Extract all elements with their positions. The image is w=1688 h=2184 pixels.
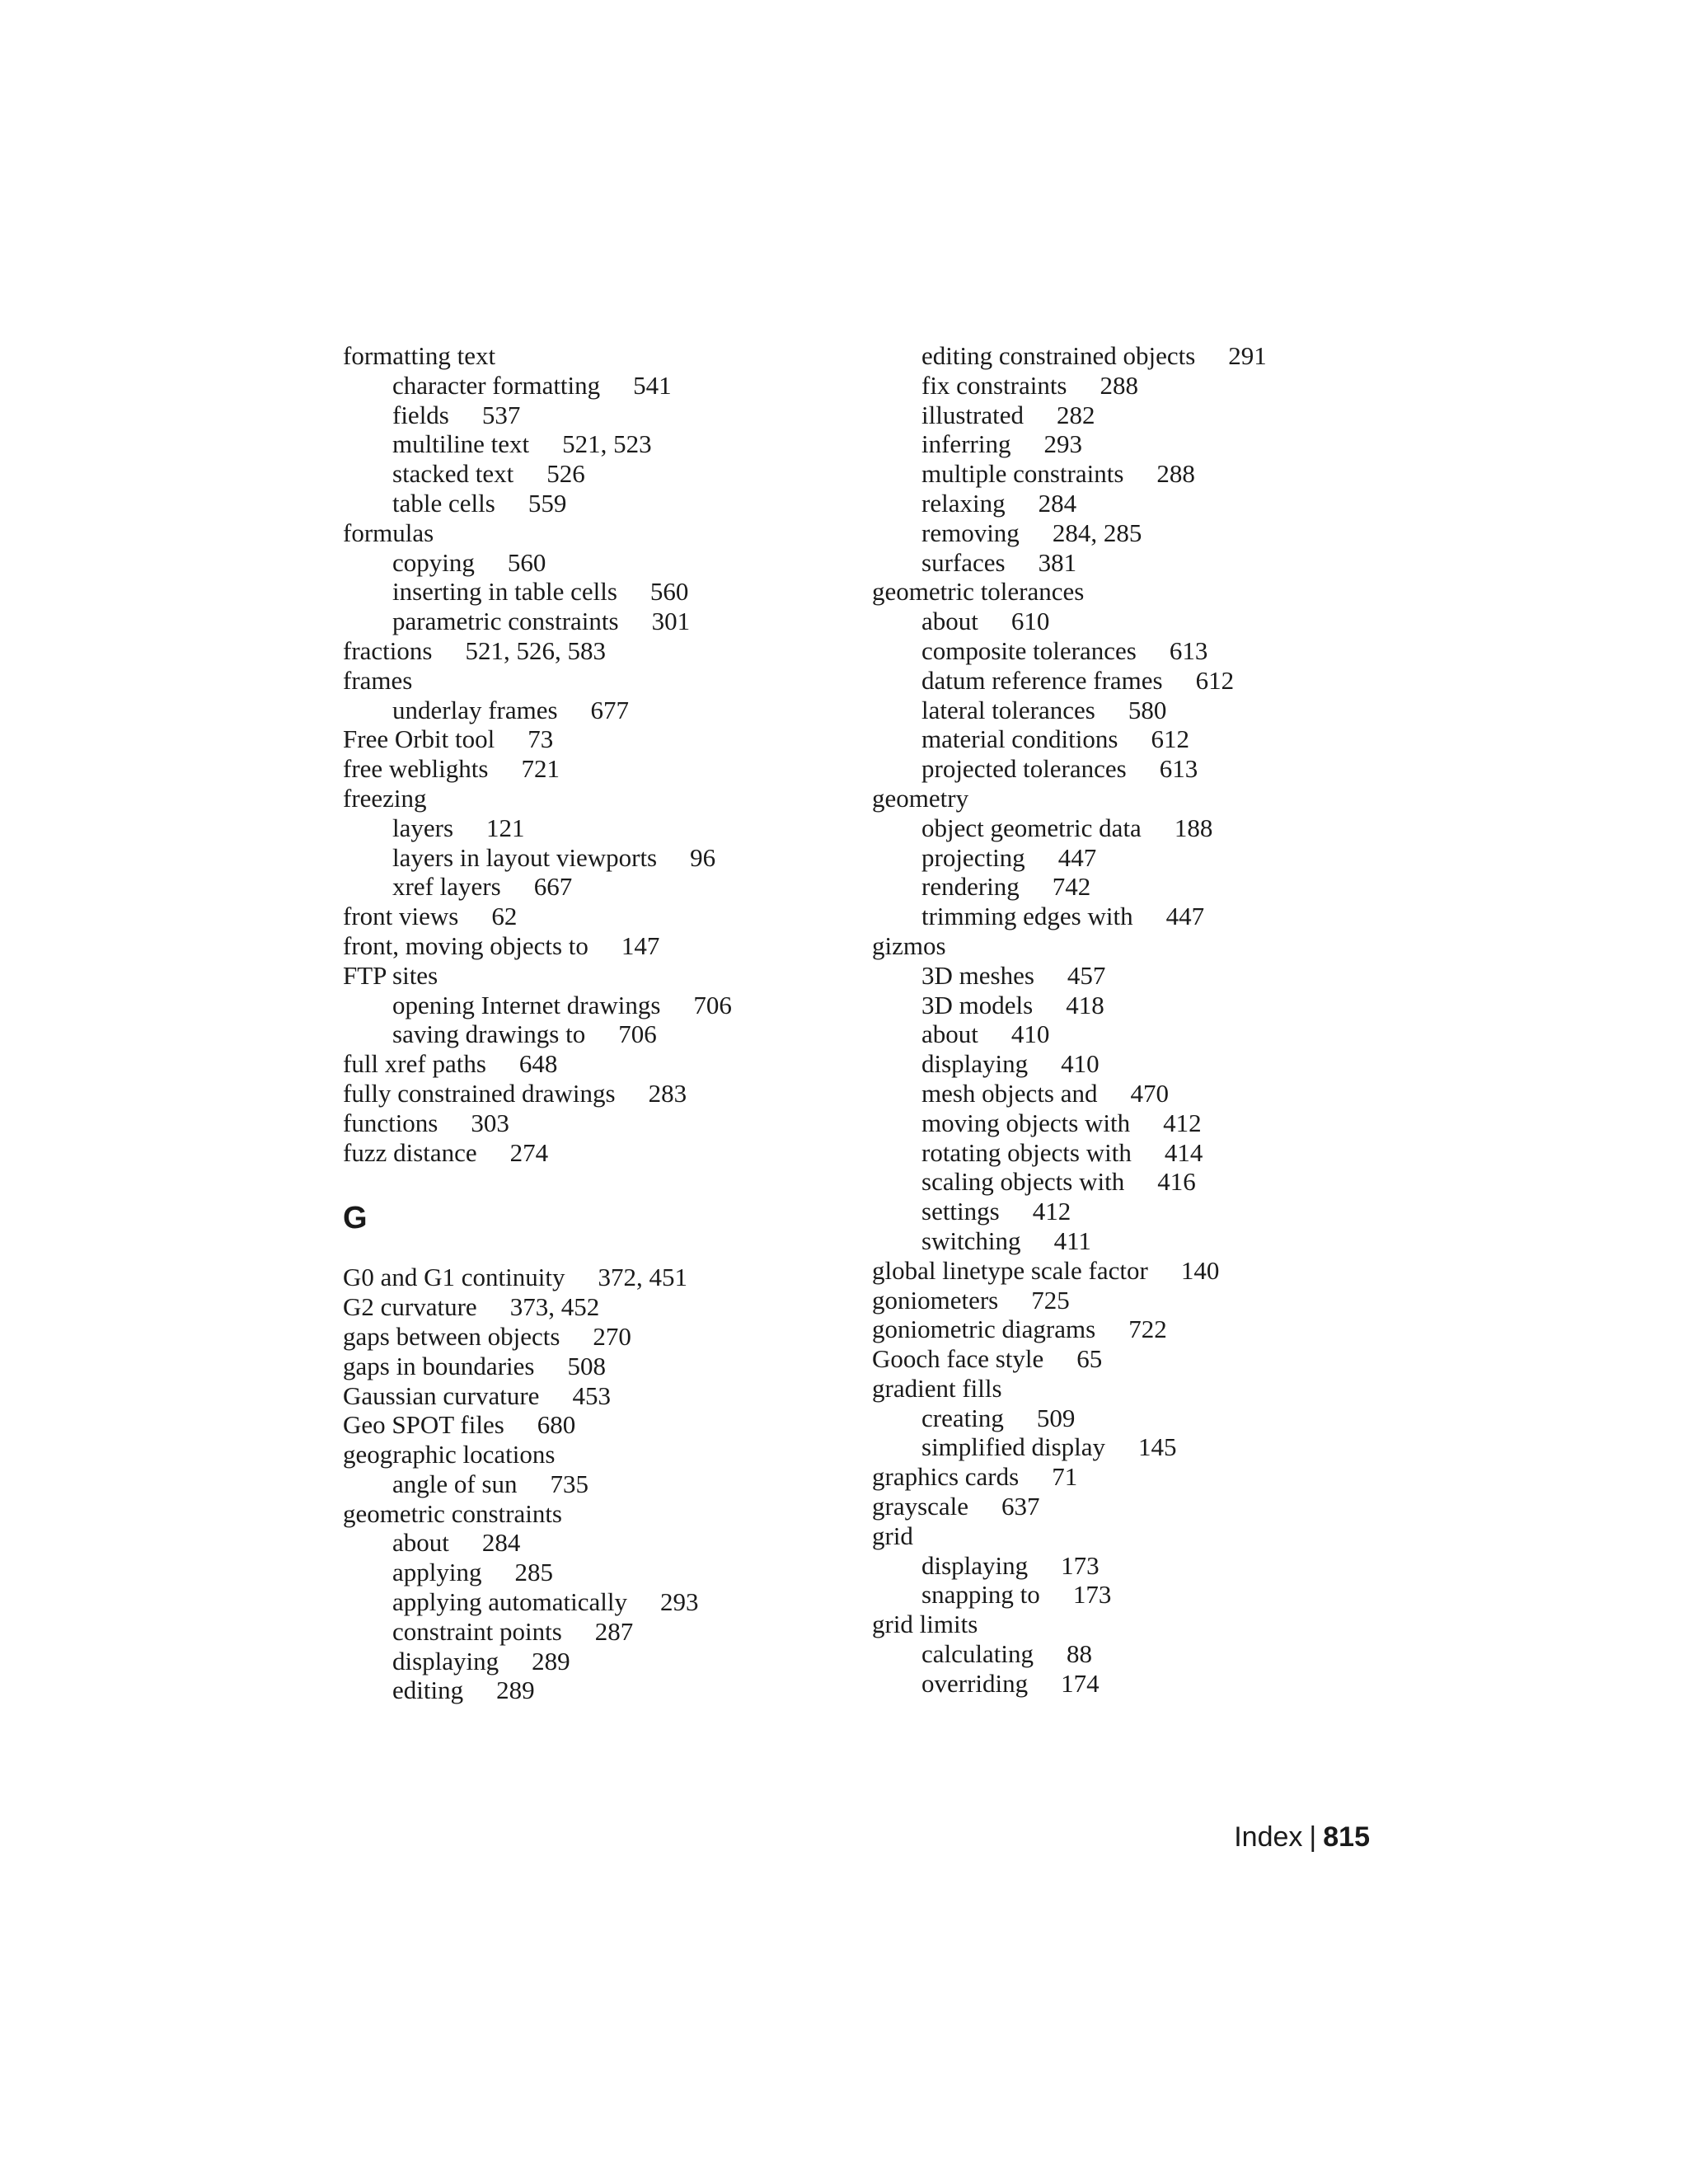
index-term: full xref paths (343, 1049, 486, 1079)
index-term: functions (343, 1108, 438, 1137)
index-subentry (872, 961, 1383, 991)
index-subentry (872, 1079, 1383, 1108)
index-subentry (872, 1167, 1383, 1197)
index-term: fix constraints (921, 370, 1067, 400)
index-term: xref layers (392, 872, 501, 902)
index-subentry (872, 1580, 1383, 1610)
index-term: rendering (921, 872, 1020, 902)
index-term: gizmos (872, 930, 946, 960)
index-entry (872, 1286, 1383, 1315)
index-subentry (872, 902, 1383, 931)
index-subentry (343, 459, 854, 489)
index-term: frames (343, 665, 413, 695)
index-page-refs: 372, 451 (598, 1263, 687, 1292)
index-page-refs: 303 (471, 1108, 509, 1137)
index-letter-heading: G (343, 1201, 368, 1236)
index-page-refs: 288 (1100, 370, 1138, 400)
index-term: lateral tolerances (921, 695, 1095, 724)
index-entry (343, 961, 854, 991)
index-subentry (343, 1469, 854, 1499)
index-term: Geo SPOT files (343, 1410, 504, 1440)
index-entry (872, 1256, 1383, 1286)
index-page-refs: 71 (1052, 1462, 1078, 1492)
index-page-refs: 285 (514, 1558, 553, 1587)
index-term: about (921, 607, 978, 636)
index-term: FTP sites (343, 960, 438, 990)
index-subentry (343, 1587, 854, 1617)
index-page-refs: 742 (1052, 872, 1091, 902)
index-page-refs: 418 (1066, 990, 1104, 1019)
index-subentry (872, 401, 1383, 430)
index-subentry (343, 1558, 854, 1587)
index-term: copying (392, 547, 475, 577)
index-entry (343, 902, 854, 931)
index-entry (343, 1352, 854, 1381)
index-entry (872, 577, 1383, 607)
footer-section-label: Index (1234, 1821, 1303, 1853)
index-subentry (872, 1138, 1383, 1168)
index-term: goniometers (872, 1285, 999, 1315)
index-term: Gaussian curvature (343, 1380, 540, 1410)
index-page-refs: 725 (1031, 1285, 1070, 1315)
index-term: illustrated (921, 400, 1024, 429)
index-page-refs: 508 (567, 1351, 606, 1380)
index-page-refs: 447 (1057, 842, 1097, 872)
index-page-refs: 174 (1061, 1668, 1100, 1698)
index-page-refs: 284, 285 (1052, 518, 1142, 547)
index-page-refs: 288 (1156, 459, 1195, 489)
index-term: front, moving objects to (343, 930, 588, 960)
index-entry (872, 931, 1383, 961)
index-term: table cells (392, 488, 495, 518)
index-page-refs: 381 (1038, 547, 1077, 577)
index-subentry (872, 1019, 1383, 1049)
index-page-refs: 521, 526, 583 (465, 635, 606, 665)
index-page-refs: 580 (1128, 695, 1167, 724)
index-term: displaying (392, 1646, 499, 1675)
index-term: front views (343, 902, 459, 931)
index-page-refs: 65 (1076, 1344, 1103, 1374)
index-entry (872, 784, 1383, 813)
index-page-refs: 301 (651, 607, 691, 636)
index-page-refs: 613 (1159, 754, 1198, 784)
index-term: removing (921, 518, 1020, 547)
index-term: 3D models (921, 990, 1034, 1019)
index-page-refs: 722 (1128, 1315, 1167, 1344)
index-entry (872, 1521, 1383, 1551)
index-term: gaps between objects (343, 1321, 560, 1351)
index-column-left (343, 341, 854, 1705)
index-page-refs: 274 (509, 1137, 549, 1167)
index-subentry (343, 1647, 854, 1676)
index-page-refs: 447 (1165, 902, 1205, 931)
index-term: global linetype scale factor (872, 1255, 1148, 1285)
index-subentry (343, 696, 854, 725)
index-term: displaying (921, 1049, 1029, 1079)
index-subentry (872, 518, 1383, 548)
index-subentry (872, 1197, 1383, 1226)
index-term: snapping to (921, 1580, 1040, 1610)
page-number: 815 (1323, 1821, 1370, 1853)
index-term: geographic locations (343, 1440, 556, 1469)
index-page-refs: 610 (1010, 607, 1050, 636)
index-subentry (872, 1669, 1383, 1699)
index-subentry (872, 429, 1383, 459)
index-term: applying (392, 1558, 482, 1587)
index-term: fields (392, 400, 449, 429)
index-term: switching (921, 1226, 1021, 1255)
index-term: surfaces (921, 547, 1006, 577)
index-page-refs: 706 (618, 1019, 657, 1049)
index-entry (872, 1610, 1383, 1639)
index-term: moving objects with (921, 1108, 1131, 1137)
index-page-refs: 270 (593, 1321, 631, 1351)
index-term: datum reference frames (921, 665, 1163, 695)
index-subentry (343, 577, 854, 607)
index-term: graphics cards (872, 1462, 1020, 1492)
index-term: Gooch face style (872, 1344, 1044, 1374)
index-entry (343, 518, 854, 548)
index-entry (343, 1440, 854, 1469)
index-subentry (343, 401, 854, 430)
index-entry (343, 931, 854, 961)
index-term: creating (921, 1403, 1004, 1432)
index-page-refs: 457 (1067, 960, 1106, 990)
index-page-refs: 287 (594, 1616, 634, 1646)
index-term: 3D meshes (921, 960, 1034, 990)
index-page-refs: 537 (481, 400, 521, 429)
index-page-refs: 680 (537, 1410, 576, 1440)
index-term: about (921, 1019, 978, 1049)
index-page-refs: 96 (690, 842, 716, 872)
index-subentry (872, 489, 1383, 518)
index-term: fully constrained drawings (343, 1078, 616, 1108)
index-page-refs: 188 (1174, 813, 1213, 842)
index-subentry (872, 607, 1383, 636)
index-page-refs: 293 (1043, 429, 1082, 459)
index-page-refs: 291 (1228, 341, 1267, 370)
index-subentry (872, 696, 1383, 725)
index-term: G0 and G1 continuity (343, 1263, 565, 1292)
index-term: about (392, 1528, 449, 1558)
index-page-refs: 282 (1056, 400, 1095, 429)
index-page-refs: 526 (546, 459, 585, 489)
index-page-refs: 521, 523 (562, 429, 652, 459)
index-page-refs: 667 (533, 872, 573, 902)
index-entry (872, 1492, 1383, 1521)
index-page-refs: 410 (1061, 1049, 1100, 1079)
index-page-refs: 453 (572, 1380, 611, 1410)
index-subentry (872, 1226, 1383, 1256)
index-term: parametric constraints (392, 607, 619, 636)
index-subentry (872, 1404, 1383, 1433)
index-page-refs: 541 (633, 370, 672, 400)
index-term: projected tolerances (921, 754, 1127, 784)
index-subentry (343, 607, 854, 636)
index-page-refs: 140 (1180, 1255, 1220, 1285)
index-page-refs: 706 (693, 990, 732, 1019)
index-subentry (872, 1432, 1383, 1462)
index-subentry (872, 1049, 1383, 1079)
index-term: freezing (343, 783, 427, 813)
index-entry (343, 1049, 854, 1079)
footer-separator: | (1309, 1821, 1317, 1853)
index-page-refs: 62 (491, 902, 518, 931)
page-footer (1234, 1821, 1370, 1854)
index-page-refs: 560 (649, 577, 689, 607)
index-page-refs: 414 (1164, 1137, 1203, 1167)
index-term: projecting (921, 842, 1025, 872)
index-subentry (872, 724, 1383, 754)
index-page-refs: 470 (1130, 1078, 1170, 1108)
index-term: formatting text (343, 341, 496, 370)
index-subentry (343, 548, 854, 578)
index-entry (343, 784, 854, 813)
index-entry (343, 1263, 854, 1292)
index-entry (343, 754, 854, 784)
index-term: mesh objects and (921, 1078, 1098, 1108)
index-term: stacked text (392, 459, 514, 489)
index-subentry (872, 1551, 1383, 1581)
index-page-refs: 637 (1001, 1492, 1040, 1521)
index-term: editing (392, 1675, 464, 1705)
index-term: constraint points (392, 1616, 562, 1646)
index-term: composite tolerances (921, 635, 1137, 665)
index-term: relaxing (921, 488, 1006, 518)
index-subentry (872, 991, 1383, 1020)
index-subentry (872, 341, 1383, 371)
index-page-refs: 613 (1169, 635, 1208, 665)
index-term: angle of sun (392, 1469, 518, 1498)
index-page-refs: 412 (1163, 1108, 1202, 1137)
index-term: G2 curvature (343, 1292, 477, 1322)
index-subentry (343, 1617, 854, 1647)
index-entry (872, 1344, 1383, 1374)
index-subentry (872, 872, 1383, 902)
index-subentry (872, 754, 1383, 784)
index-term: gaps in boundaries (343, 1351, 535, 1380)
index-term: overriding (921, 1668, 1029, 1698)
index-page-refs: 612 (1195, 665, 1235, 695)
index-term: applying automatically (392, 1587, 627, 1617)
index-subentry (343, 991, 854, 1020)
index-term: multiple constraints (921, 459, 1124, 489)
index-page-refs: 735 (550, 1469, 589, 1498)
index-page-refs: 289 (496, 1675, 535, 1705)
index-subentry (343, 872, 854, 902)
index-page-refs: 559 (528, 488, 567, 518)
index-page-refs: 173 (1072, 1580, 1112, 1610)
index-page-refs: 509 (1036, 1403, 1076, 1432)
index-subentry (872, 843, 1383, 873)
index-page-refs: 410 (1010, 1019, 1050, 1049)
index-subentry (872, 548, 1383, 578)
index-page-refs: 284 (481, 1528, 521, 1558)
index-term: gradient fills (872, 1373, 1002, 1403)
index-page-refs: 412 (1032, 1197, 1071, 1226)
index-entry (343, 636, 854, 666)
index-term: geometric tolerances (872, 577, 1085, 607)
index-page-refs: 612 (1151, 724, 1189, 754)
index-term: editing constrained objects (921, 341, 1196, 370)
index-term: saving drawings to (392, 1019, 586, 1049)
index-entry (343, 1079, 854, 1108)
index-term: opening Internet drawings (392, 990, 661, 1019)
index-term: grid (872, 1521, 913, 1550)
index-subentry (343, 813, 854, 843)
index-term: material conditions (921, 724, 1118, 754)
index-page-refs: 416 (1157, 1167, 1196, 1197)
index-term: geometry (872, 783, 969, 813)
index-page-refs: 88 (1067, 1639, 1092, 1669)
index-subentry (343, 489, 854, 518)
index-term: object geometric data (921, 813, 1142, 842)
index-subentry (872, 666, 1383, 696)
index-entry (343, 1499, 854, 1529)
index-term: fractions (343, 635, 433, 665)
index-column-right (872, 341, 1383, 1699)
index-entry (343, 724, 854, 754)
index-entry (343, 1381, 854, 1411)
index-subentry (872, 459, 1383, 489)
index-subentry (872, 636, 1383, 666)
index-term: goniometric diagrams (872, 1315, 1096, 1344)
index-entry (872, 1462, 1383, 1492)
index-term: multiline text (392, 429, 530, 459)
index-page-refs: 373, 452 (509, 1292, 600, 1322)
index-subentry (872, 1639, 1383, 1669)
index-term: free weblights (343, 754, 489, 784)
index-page-refs: 289 (532, 1646, 570, 1675)
index-entry (343, 341, 854, 371)
index-term: scaling objects with (921, 1167, 1125, 1197)
index-entry (343, 1108, 854, 1138)
index-term: Free Orbit tool (343, 724, 495, 754)
index-subentry (343, 1675, 854, 1705)
index-page-refs: 283 (648, 1078, 687, 1108)
index-term: underlay frames (392, 695, 558, 724)
index-term: inferring (921, 429, 1011, 459)
index-page-refs: 145 (1138, 1432, 1177, 1462)
index-page-refs: 284 (1038, 488, 1077, 518)
index-term: layers in layout viewports (392, 842, 658, 872)
index-subentry (872, 1108, 1383, 1138)
index-page-refs: 173 (1061, 1550, 1100, 1580)
index-subentry (872, 371, 1383, 401)
index-page-refs: 293 (659, 1587, 699, 1617)
index-page-refs: 147 (621, 930, 660, 960)
index-term: character formatting (392, 370, 601, 400)
index-page-refs: 560 (507, 547, 546, 577)
index-subentry (343, 429, 854, 459)
index-term: displaying (921, 1550, 1029, 1580)
index-page-refs: 677 (590, 695, 630, 724)
index-entry (872, 1315, 1383, 1344)
index-subentry (343, 843, 854, 873)
index-page-refs: 73 (528, 724, 554, 754)
index-term: calculating (921, 1639, 1034, 1669)
index-entry (343, 1292, 854, 1322)
index-entry (343, 1322, 854, 1352)
index-term: grayscale (872, 1492, 969, 1521)
index-term: rotating objects with (921, 1137, 1132, 1167)
index-page-refs: 121 (486, 813, 525, 842)
index-term: trimming edges with (921, 902, 1133, 931)
index-term: inserting in table cells (392, 577, 617, 607)
index-subentry (343, 1019, 854, 1049)
index-term: geometric constraints (343, 1498, 562, 1528)
index-page-refs: 648 (518, 1049, 558, 1079)
index-term: grid limits (872, 1610, 978, 1639)
index-subentry (343, 1528, 854, 1558)
index-subentry (872, 813, 1383, 843)
index-term: settings (921, 1197, 1000, 1226)
index-entry (343, 666, 854, 696)
index-term: fuzz distance (343, 1137, 477, 1167)
index-term: layers (392, 813, 454, 842)
index-entry (872, 1374, 1383, 1404)
index-entry (343, 1410, 854, 1440)
index-page-refs: 721 (521, 754, 560, 784)
index-term: simplified display (921, 1432, 1106, 1462)
index-subentry (343, 371, 854, 401)
index-term: formulas (343, 518, 434, 547)
index-page-refs: 411 (1053, 1226, 1091, 1255)
index-entry (343, 1138, 854, 1168)
